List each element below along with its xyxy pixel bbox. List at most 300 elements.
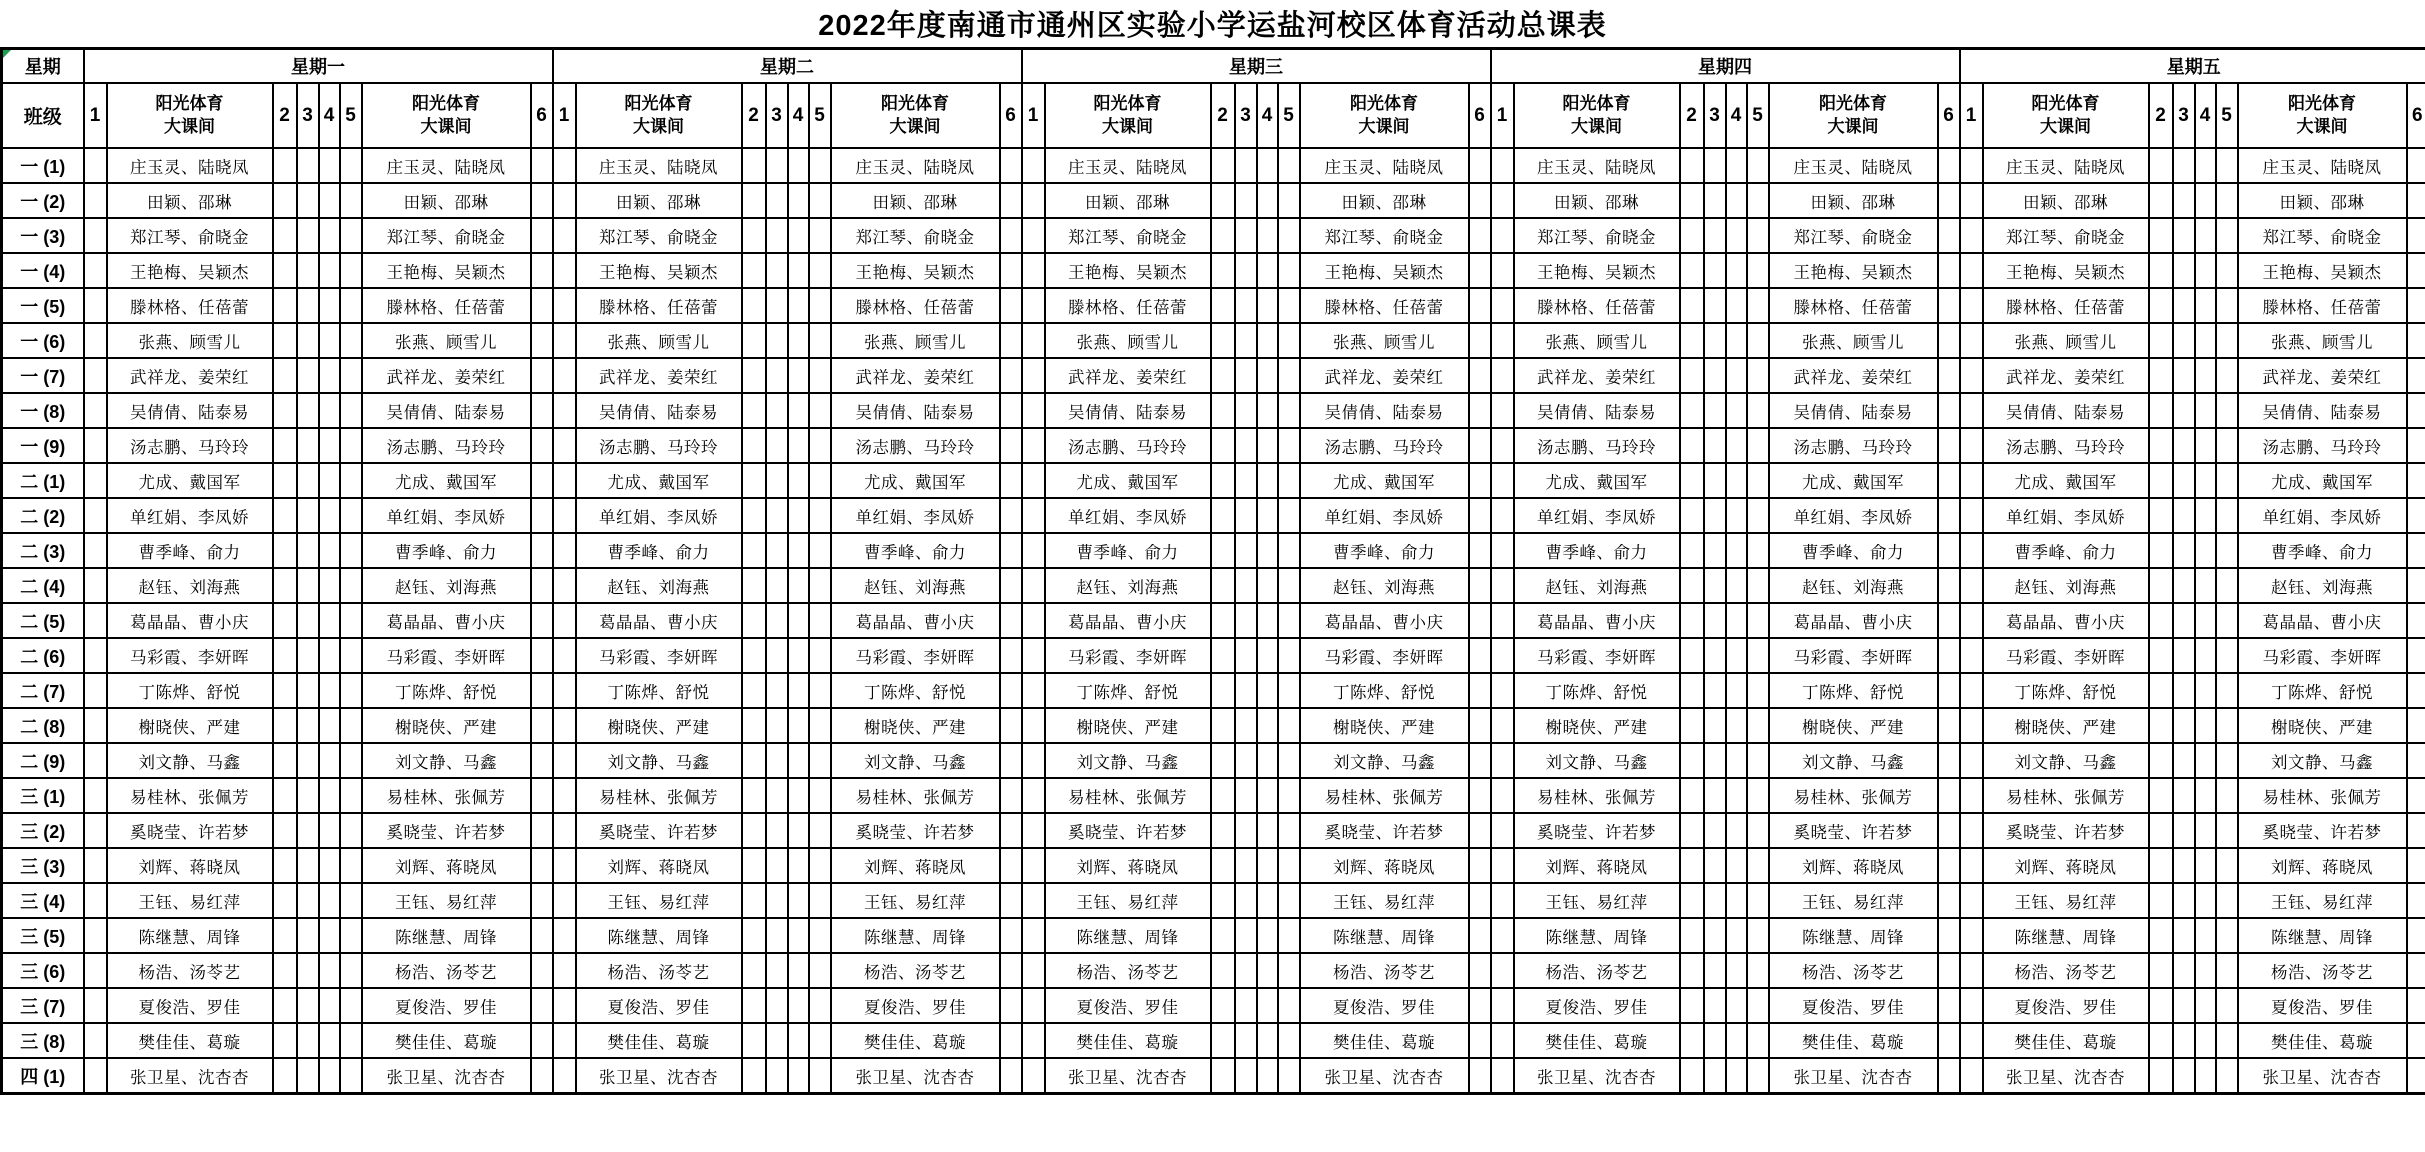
empty-period-cell: [1726, 1058, 1747, 1094]
empty-period-cell: [2216, 883, 2238, 918]
empty-period-cell: [1469, 183, 1491, 218]
teacher-pair-cell: 刘辉、蒋晓凤: [107, 848, 273, 883]
empty-period-cell: [553, 883, 576, 918]
empty-period-cell: [2149, 568, 2173, 603]
empty-period-cell: [297, 183, 319, 218]
empty-period-cell: [1278, 1058, 1300, 1094]
teacher-pair-cell: 奚晓莹、许若梦: [576, 813, 742, 848]
empty-period-cell: [319, 603, 340, 638]
empty-period-cell: [1235, 428, 1257, 463]
empty-period-cell: [2195, 603, 2216, 638]
empty-period-cell: [742, 918, 766, 953]
empty-period-cell: [2173, 778, 2195, 813]
empty-period-cell: [1235, 358, 1257, 393]
period-number-header-cell: 5: [340, 83, 362, 148]
empty-period-cell: [319, 743, 340, 778]
teacher-pair-cell: 易桂林、张佩芳: [576, 778, 742, 813]
empty-period-cell: [2173, 953, 2195, 988]
teacher-pair-cell: 榭晓侠、严建: [576, 708, 742, 743]
teacher-pair-cell: 刘文静、马鑫: [1045, 743, 1211, 778]
day-header-cell-1: 星期一: [84, 49, 553, 84]
empty-period-cell: [1257, 358, 1278, 393]
empty-period-cell: [1726, 463, 1747, 498]
teacher-pair-cell: 张卫星、沈杏杏: [107, 1058, 273, 1094]
empty-period-cell: [340, 743, 362, 778]
empty-period-cell: [84, 778, 107, 813]
empty-period-cell: [1938, 358, 1960, 393]
teacher-pair-cell: 汤志鹏、马玲玲: [576, 428, 742, 463]
recess-header-cell: [1045, 83, 1211, 148]
empty-period-cell: [1278, 708, 1300, 743]
empty-period-cell: [2149, 1023, 2173, 1058]
empty-period-cell: [84, 988, 107, 1023]
period-number-header-cell: 1: [1960, 83, 1983, 148]
empty-period-cell: [1235, 463, 1257, 498]
empty-period-cell: [1960, 533, 1983, 568]
teacher-pair-cell: 奚晓莹、许若梦: [107, 813, 273, 848]
empty-period-cell: [531, 498, 553, 533]
teacher-pair-cell: 赵钰、刘海燕: [107, 568, 273, 603]
empty-period-cell: [297, 358, 319, 393]
teacher-pair-cell: 汤志鹏、马玲玲: [107, 428, 273, 463]
empty-period-cell: [1211, 918, 1235, 953]
empty-period-cell: [531, 393, 553, 428]
empty-period-cell: [766, 848, 788, 883]
empty-period-cell: [1747, 743, 1769, 778]
empty-period-cell: [2407, 393, 2425, 428]
empty-period-cell: [2195, 848, 2216, 883]
empty-period-cell: [531, 638, 553, 673]
teacher-pair-cell: 陈继慧、周锋: [362, 918, 531, 953]
empty-period-cell: [1022, 568, 1045, 603]
empty-period-cell: [1491, 533, 1514, 568]
empty-period-cell: [788, 533, 809, 568]
period-number-header-cell: 4: [1726, 83, 1747, 148]
empty-period-cell: [1000, 428, 1022, 463]
empty-period-cell: [809, 778, 831, 813]
empty-period-cell: [1747, 148, 1769, 183]
empty-period-cell: [340, 673, 362, 708]
empty-period-cell: [1278, 1023, 1300, 1058]
empty-period-cell: [809, 148, 831, 183]
empty-period-cell: [1278, 428, 1300, 463]
empty-period-cell: [788, 183, 809, 218]
empty-period-cell: [809, 323, 831, 358]
teacher-pair-cell: 陈继慧、周锋: [107, 918, 273, 953]
empty-period-cell: [1726, 428, 1747, 463]
empty-period-cell: [1022, 463, 1045, 498]
empty-period-cell: [1469, 848, 1491, 883]
empty-period-cell: [809, 743, 831, 778]
teacher-pair-cell: 郑江琴、俞晓金: [576, 218, 742, 253]
empty-period-cell: [1680, 498, 1704, 533]
empty-period-cell: [1938, 568, 1960, 603]
empty-period-cell: [1211, 603, 1235, 638]
empty-period-cell: [1211, 813, 1235, 848]
empty-period-cell: [1726, 253, 1747, 288]
teacher-pair-cell: 田颖、邵琳: [1300, 183, 1469, 218]
class-row-6: [2, 323, 2425, 358]
class-row-4: [2, 253, 2425, 288]
recess-header-label: [363, 93, 530, 139]
empty-period-cell: [809, 498, 831, 533]
empty-period-cell: [1938, 533, 1960, 568]
teacher-pair-cell: 奚晓莹、许若梦: [362, 813, 531, 848]
empty-period-cell: [1278, 918, 1300, 953]
teacher-pair-cell: 葛晶晶、曹小庆: [1983, 603, 2149, 638]
teacher-pair-cell: 夏俊浩、罗佳: [1769, 988, 1938, 1023]
recess-label-line2: 大课间: [2040, 116, 2091, 136]
empty-period-cell: [553, 848, 576, 883]
empty-period-cell: [1022, 953, 1045, 988]
empty-period-cell: [1469, 288, 1491, 323]
empty-period-cell: [1000, 778, 1022, 813]
empty-period-cell: [1235, 1023, 1257, 1058]
empty-period-cell: [2407, 568, 2425, 603]
empty-period-cell: [1938, 813, 1960, 848]
empty-period-cell: [553, 708, 576, 743]
empty-period-cell: [1680, 918, 1704, 953]
teacher-pair-cell: 赵钰、刘海燕: [1769, 568, 1938, 603]
class-name-cell: 二 (7): [2, 673, 84, 708]
teacher-pair-cell: 张卫星、沈杏杏: [1983, 1058, 2149, 1094]
teacher-pair-cell: 易桂林、张佩芳: [1769, 778, 1938, 813]
empty-period-cell: [1000, 1058, 1022, 1094]
teacher-pair-cell: 王艳梅、吴颖杰: [831, 253, 1000, 288]
empty-period-cell: [1211, 358, 1235, 393]
class-row-18: [2, 743, 2425, 778]
teacher-pair-cell: 刘辉、蒋晓凤: [1514, 848, 1680, 883]
empty-period-cell: [1726, 848, 1747, 883]
class-name-cell: 二 (8): [2, 708, 84, 743]
empty-period-cell: [553, 393, 576, 428]
empty-period-cell: [531, 918, 553, 953]
empty-period-cell: [340, 603, 362, 638]
empty-period-cell: [297, 988, 319, 1023]
teacher-pair-cell: 吴倩倩、陆泰易: [1045, 393, 1211, 428]
empty-period-cell: [340, 1023, 362, 1058]
empty-period-cell: [1235, 918, 1257, 953]
empty-period-cell: [788, 393, 809, 428]
period-number-header-cell: 6: [2407, 83, 2425, 148]
empty-period-cell: [553, 778, 576, 813]
teacher-pair-cell: 杨浩、汤苓艺: [1300, 953, 1469, 988]
empty-period-cell: [1257, 1023, 1278, 1058]
empty-period-cell: [1235, 183, 1257, 218]
empty-period-cell: [1747, 883, 1769, 918]
teacher-pair-cell: 尤成、戴国军: [362, 463, 531, 498]
empty-period-cell: [1235, 148, 1257, 183]
empty-period-cell: [1278, 288, 1300, 323]
recess-label-line2: 大课间: [420, 116, 472, 136]
empty-period-cell: [809, 603, 831, 638]
teacher-pair-cell: 刘文静、马鑫: [831, 743, 1000, 778]
teacher-pair-cell: 汤志鹏、马玲玲: [362, 428, 531, 463]
empty-period-cell: [1278, 463, 1300, 498]
empty-period-cell: [1257, 428, 1278, 463]
empty-period-cell: [788, 1058, 809, 1094]
teacher-pair-cell: 尤成、戴国军: [1769, 463, 1938, 498]
teacher-pair-cell: 葛晶晶、曹小庆: [1514, 603, 1680, 638]
empty-period-cell: [2216, 323, 2238, 358]
teacher-pair-cell: 吴倩倩、陆泰易: [1983, 393, 2149, 428]
empty-period-cell: [2216, 393, 2238, 428]
recess-header-label: [108, 93, 272, 139]
empty-period-cell: [340, 988, 362, 1023]
empty-period-cell: [2216, 813, 2238, 848]
empty-period-cell: [2216, 1058, 2238, 1094]
empty-period-cell: [1747, 918, 1769, 953]
empty-period-cell: [319, 358, 340, 393]
empty-period-cell: [1938, 288, 1960, 323]
empty-period-cell: [1491, 288, 1514, 323]
empty-period-cell: [2173, 988, 2195, 1023]
empty-period-cell: [319, 988, 340, 1023]
empty-period-cell: [1960, 918, 1983, 953]
empty-period-cell: [1257, 603, 1278, 638]
teacher-pair-cell: 丁陈烨、舒悦: [1983, 673, 2149, 708]
empty-period-cell: [84, 288, 107, 323]
period-number-header-cell: 5: [2216, 83, 2238, 148]
recess-label-line2: 大课间: [164, 116, 215, 136]
teacher-pair-cell: 田颖、邵琳: [1769, 183, 1938, 218]
teacher-pair-cell: 吴倩倩、陆泰易: [1769, 393, 1938, 428]
teacher-pair-cell: 曹季峰、俞力: [1045, 533, 1211, 568]
empty-period-cell: [84, 498, 107, 533]
empty-period-cell: [2407, 988, 2425, 1023]
empty-period-cell: [1726, 988, 1747, 1023]
empty-period-cell: [1022, 988, 1045, 1023]
empty-period-cell: [1938, 393, 1960, 428]
empty-period-cell: [340, 498, 362, 533]
recess-header-cell: [576, 83, 742, 148]
empty-period-cell: [2195, 1058, 2216, 1094]
teacher-pair-cell: 榭晓侠、严建: [1983, 708, 2149, 743]
empty-period-cell: [2407, 603, 2425, 638]
empty-period-cell: [1704, 463, 1726, 498]
teacher-pair-cell: 赵钰、刘海燕: [2238, 568, 2407, 603]
recess-header-cell: [831, 83, 1000, 148]
empty-period-cell: [273, 568, 297, 603]
empty-period-cell: [2216, 218, 2238, 253]
empty-period-cell: [788, 778, 809, 813]
empty-period-cell: [2407, 183, 2425, 218]
recess-header-label: [1984, 93, 2148, 139]
empty-period-cell: [1938, 148, 1960, 183]
empty-period-cell: [1747, 498, 1769, 533]
teacher-pair-cell: 榭晓侠、严建: [362, 708, 531, 743]
teacher-pair-cell: 丁陈烨、舒悦: [2238, 673, 2407, 708]
teacher-pair-cell: 丁陈烨、舒悦: [1769, 673, 1938, 708]
empty-period-cell: [1022, 148, 1045, 183]
empty-period-cell: [742, 603, 766, 638]
empty-period-cell: [340, 358, 362, 393]
empty-period-cell: [2173, 918, 2195, 953]
empty-period-cell: [809, 638, 831, 673]
class-row-8: [2, 393, 2425, 428]
empty-period-cell: [1491, 393, 1514, 428]
empty-period-cell: [319, 638, 340, 673]
class-name-cell: 二 (4): [2, 568, 84, 603]
empty-period-cell: [1680, 533, 1704, 568]
week-header-cell: [2, 49, 84, 84]
empty-period-cell: [1235, 813, 1257, 848]
empty-period-cell: [1278, 498, 1300, 533]
empty-period-cell: [809, 463, 831, 498]
recess-label-line1: 阳光体育: [2031, 93, 2100, 113]
empty-period-cell: [1960, 218, 1983, 253]
empty-period-cell: [553, 988, 576, 1023]
empty-period-cell: [1235, 883, 1257, 918]
empty-period-cell: [1469, 918, 1491, 953]
empty-period-cell: [1680, 673, 1704, 708]
empty-period-cell: [2195, 253, 2216, 288]
empty-period-cell: [766, 813, 788, 848]
empty-period-cell: [1938, 1023, 1960, 1058]
empty-period-cell: [1747, 323, 1769, 358]
empty-period-cell: [2173, 323, 2195, 358]
period-number-header-cell: 2: [2149, 83, 2173, 148]
teacher-pair-cell: 滕林格、任蓓蕾: [831, 288, 1000, 323]
teacher-pair-cell: 张燕、顾雪儿: [576, 323, 742, 358]
empty-period-cell: [1960, 953, 1983, 988]
teacher-pair-cell: 郑江琴、俞晓金: [1300, 218, 1469, 253]
teacher-pair-cell: 单红娟、李凤娇: [1514, 498, 1680, 533]
empty-period-cell: [1747, 393, 1769, 428]
empty-period-cell: [340, 393, 362, 428]
empty-period-cell: [1257, 1058, 1278, 1094]
empty-period-cell: [2149, 218, 2173, 253]
empty-period-cell: [788, 708, 809, 743]
empty-period-cell: [1022, 183, 1045, 218]
empty-period-cell: [766, 953, 788, 988]
period-number-header-cell: 5: [1747, 83, 1769, 148]
teacher-pair-cell: 赵钰、刘海燕: [362, 568, 531, 603]
empty-period-cell: [340, 918, 362, 953]
empty-period-cell: [531, 568, 553, 603]
period-number-header-cell: 2: [742, 83, 766, 148]
empty-period-cell: [297, 1023, 319, 1058]
teacher-pair-cell: 尤成、戴国军: [1300, 463, 1469, 498]
empty-period-cell: [531, 813, 553, 848]
empty-period-cell: [1278, 638, 1300, 673]
empty-period-cell: [553, 603, 576, 638]
empty-period-cell: [1469, 953, 1491, 988]
teacher-pair-cell: 滕林格、任蓓蕾: [107, 288, 273, 323]
empty-period-cell: [1022, 638, 1045, 673]
teacher-pair-cell: 丁陈烨、舒悦: [362, 673, 531, 708]
empty-period-cell: [2195, 498, 2216, 533]
empty-period-cell: [766, 1023, 788, 1058]
recess-header-cell: [1983, 83, 2149, 148]
recess-label-line1: 阳光体育: [881, 93, 949, 113]
empty-period-cell: [1747, 953, 1769, 988]
empty-period-cell: [84, 393, 107, 428]
empty-period-cell: [1469, 988, 1491, 1023]
period-number-header-cell: 1: [553, 83, 576, 148]
recess-label-line2: 大课间: [1102, 116, 1153, 136]
teacher-pair-cell: 赵钰、刘海燕: [1514, 568, 1680, 603]
empty-period-cell: [2407, 148, 2425, 183]
empty-period-cell: [1680, 183, 1704, 218]
period-number-header-cell: 4: [1257, 83, 1278, 148]
teacher-pair-cell: 奚晓莹、许若梦: [2238, 813, 2407, 848]
teacher-pair-cell: 汤志鹏、马玲玲: [831, 428, 1000, 463]
empty-period-cell: [84, 673, 107, 708]
teacher-pair-cell: 刘文静、马鑫: [1769, 743, 1938, 778]
empty-period-cell: [273, 883, 297, 918]
teacher-pair-cell: 马彩霞、李妍晖: [1769, 638, 1938, 673]
class-name-cell: 一 (6): [2, 323, 84, 358]
empty-period-cell: [766, 988, 788, 1023]
empty-period-cell: [788, 1023, 809, 1058]
teacher-pair-cell: 杨浩、汤苓艺: [1769, 953, 1938, 988]
empty-period-cell: [2173, 288, 2195, 323]
empty-period-cell: [1938, 1058, 1960, 1094]
empty-period-cell: [2195, 148, 2216, 183]
empty-period-cell: [2195, 778, 2216, 813]
empty-period-cell: [766, 708, 788, 743]
empty-period-cell: [1469, 743, 1491, 778]
empty-period-cell: [1278, 603, 1300, 638]
teacher-pair-cell: 尤成、戴国军: [831, 463, 1000, 498]
empty-period-cell: [1235, 288, 1257, 323]
empty-period-cell: [1022, 218, 1045, 253]
empty-period-cell: [1747, 813, 1769, 848]
empty-period-cell: [1747, 988, 1769, 1023]
empty-period-cell: [319, 463, 340, 498]
teacher-pair-cell: 尤成、戴国军: [1514, 463, 1680, 498]
teacher-pair-cell: 尤成、戴国军: [576, 463, 742, 498]
empty-period-cell: [553, 673, 576, 708]
empty-period-cell: [297, 883, 319, 918]
empty-period-cell: [1680, 1058, 1704, 1094]
empty-period-cell: [1704, 603, 1726, 638]
teacher-pair-cell: 张燕、顾雪儿: [1769, 323, 1938, 358]
empty-period-cell: [273, 953, 297, 988]
empty-period-cell: [1257, 148, 1278, 183]
empty-period-cell: [297, 218, 319, 253]
empty-period-cell: [2407, 323, 2425, 358]
class-header-cell: 班级: [2, 83, 84, 148]
empty-period-cell: [1491, 498, 1514, 533]
teacher-pair-cell: 田颖、邵琳: [1045, 183, 1211, 218]
empty-period-cell: [1211, 393, 1235, 428]
teacher-pair-cell: 王艳梅、吴颖杰: [1769, 253, 1938, 288]
empty-period-cell: [273, 393, 297, 428]
empty-period-cell: [1680, 568, 1704, 603]
period-number-header-cell: 2: [273, 83, 297, 148]
teacher-pair-cell: 单红娟、李凤娇: [1769, 498, 1938, 533]
empty-period-cell: [84, 463, 107, 498]
class-name-cell: 一 (1): [2, 148, 84, 183]
class-row-9: [2, 428, 2425, 463]
empty-period-cell: [766, 148, 788, 183]
teacher-pair-cell: 陈继慧、周锋: [1769, 918, 1938, 953]
empty-period-cell: [1726, 148, 1747, 183]
empty-period-cell: [1469, 253, 1491, 288]
empty-period-cell: [531, 673, 553, 708]
teacher-pair-cell: 吴倩倩、陆泰易: [576, 393, 742, 428]
empty-period-cell: [2149, 988, 2173, 1023]
teacher-pair-cell: 曹季峰、俞力: [107, 533, 273, 568]
empty-period-cell: [340, 883, 362, 918]
empty-period-cell: [1704, 988, 1726, 1023]
empty-period-cell: [2216, 148, 2238, 183]
empty-period-cell: [1278, 148, 1300, 183]
teacher-pair-cell: 易桂林、张佩芳: [1300, 778, 1469, 813]
empty-period-cell: [1960, 1023, 1983, 1058]
